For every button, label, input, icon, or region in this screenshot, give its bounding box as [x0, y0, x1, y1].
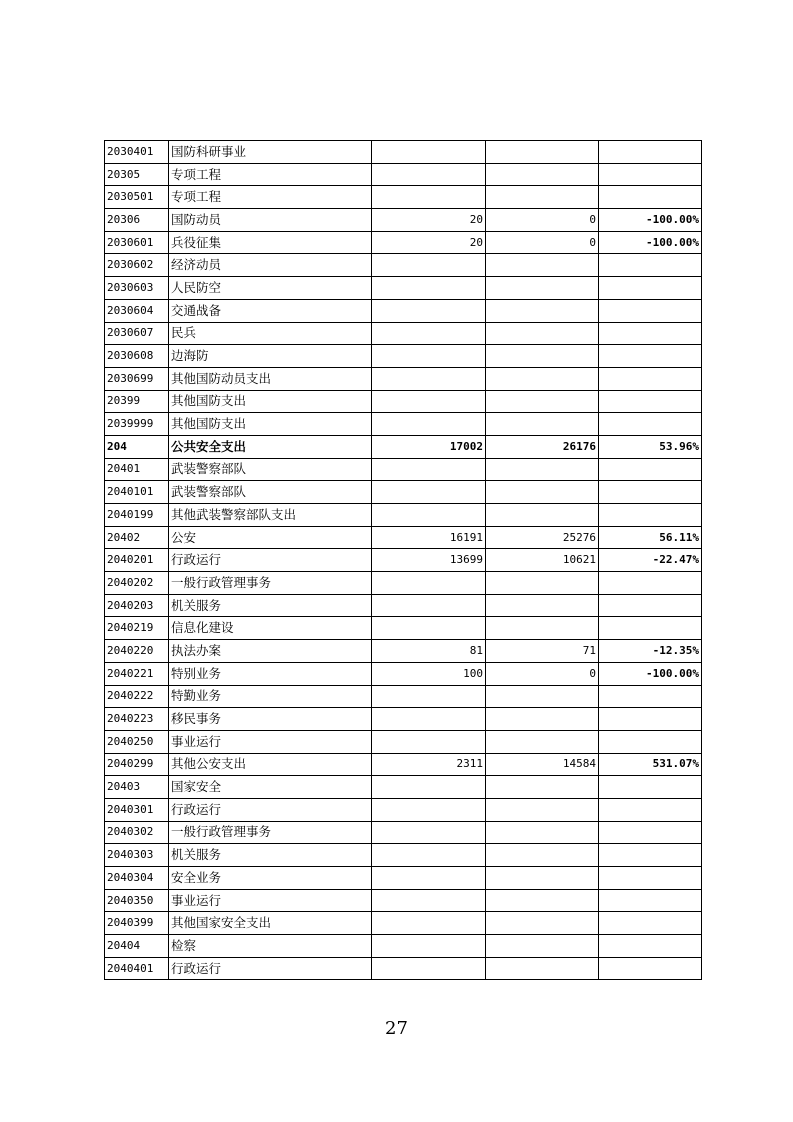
row-code: 2040220 [105, 640, 169, 663]
row-name: 信息化建设 [169, 617, 372, 640]
row-value-2 [486, 594, 599, 617]
row-code: 20404 [105, 935, 169, 958]
row-value-1 [372, 277, 486, 300]
row-code: 2030607 [105, 322, 169, 345]
row-value-2: 0 [486, 662, 599, 685]
row-value-2 [486, 798, 599, 821]
row-value-2 [486, 957, 599, 980]
row-value-2 [486, 367, 599, 390]
row-value-2: 14584 [486, 753, 599, 776]
row-change-percent [599, 163, 702, 186]
row-name: 机关服务 [169, 594, 372, 617]
table-row [105, 867, 702, 890]
table-row [105, 163, 702, 186]
row-name: 其他公安支出 [169, 753, 372, 776]
row-value-1 [372, 867, 486, 890]
row-change-percent [599, 413, 702, 436]
row-change-percent: -100.00% [599, 662, 702, 685]
row-value-2: 0 [486, 209, 599, 232]
row-name: 公安 [169, 526, 372, 549]
row-change-percent [599, 957, 702, 980]
row-code: 2040199 [105, 504, 169, 527]
row-name: 事业运行 [169, 889, 372, 912]
row-value-2 [486, 889, 599, 912]
row-value-2: 26176 [486, 435, 599, 458]
table-row [105, 889, 702, 912]
row-change-percent [599, 889, 702, 912]
table-row [105, 708, 702, 731]
row-change-percent [599, 617, 702, 640]
table-row [105, 549, 702, 572]
row-value-1: 81 [372, 640, 486, 663]
row-change-percent [599, 935, 702, 958]
row-change-percent [599, 798, 702, 821]
budget-table-body [105, 141, 702, 980]
row-code: 2030604 [105, 299, 169, 322]
row-value-1 [372, 299, 486, 322]
row-code: 204 [105, 435, 169, 458]
row-value-1 [372, 730, 486, 753]
row-value-1 [372, 821, 486, 844]
row-value-1 [372, 163, 486, 186]
row-change-percent: -100.00% [599, 209, 702, 232]
row-change-percent [599, 277, 702, 300]
row-name: 其他国家安全支出 [169, 912, 372, 935]
row-name: 经济动员 [169, 254, 372, 277]
table-row [105, 617, 702, 640]
row-name: 其他武装警察部队支出 [169, 504, 372, 527]
row-change-percent [599, 776, 702, 799]
row-value-2: 25276 [486, 526, 599, 549]
row-change-percent [599, 254, 702, 277]
row-value-2 [486, 685, 599, 708]
row-name: 公共安全支出 [169, 435, 372, 458]
row-name: 移民事务 [169, 708, 372, 731]
row-value-2 [486, 345, 599, 368]
row-code: 20399 [105, 390, 169, 413]
row-code: 2040202 [105, 572, 169, 595]
table-row [105, 935, 702, 958]
row-code: 2030608 [105, 345, 169, 368]
table-row [105, 481, 702, 504]
row-change-percent: 56.11% [599, 526, 702, 549]
row-change-percent: -12.35% [599, 640, 702, 663]
row-code: 2040399 [105, 912, 169, 935]
row-code: 20306 [105, 209, 169, 232]
row-name: 特别业务 [169, 662, 372, 685]
row-change-percent [599, 458, 702, 481]
table-row [105, 413, 702, 436]
row-code: 2040350 [105, 889, 169, 912]
row-change-percent [599, 345, 702, 368]
row-name: 边海防 [169, 345, 372, 368]
row-change-percent [599, 844, 702, 867]
row-name: 安全业务 [169, 867, 372, 890]
row-value-2 [486, 844, 599, 867]
row-value-2 [486, 708, 599, 731]
row-value-1 [372, 345, 486, 368]
row-code: 2040301 [105, 798, 169, 821]
row-change-percent: -100.00% [599, 231, 702, 254]
row-name: 一般行政管理事务 [169, 821, 372, 844]
row-name: 专项工程 [169, 163, 372, 186]
row-value-2 [486, 277, 599, 300]
row-value-1: 16191 [372, 526, 486, 549]
table-row [105, 662, 702, 685]
table-row [105, 435, 702, 458]
row-code: 2040303 [105, 844, 169, 867]
row-value-2 [486, 413, 599, 436]
row-value-1: 20 [372, 231, 486, 254]
row-value-1 [372, 572, 486, 595]
row-value-2 [486, 867, 599, 890]
row-value-1 [372, 617, 486, 640]
table-row [105, 209, 702, 232]
row-value-2 [486, 617, 599, 640]
row-value-2 [486, 935, 599, 958]
row-value-1: 17002 [372, 435, 486, 458]
row-value-2 [486, 504, 599, 527]
row-value-2: 0 [486, 231, 599, 254]
row-value-1 [372, 708, 486, 731]
row-name: 机关服务 [169, 844, 372, 867]
row-name: 行政运行 [169, 798, 372, 821]
row-name: 检察 [169, 935, 372, 958]
row-code: 2039999 [105, 413, 169, 436]
row-value-1 [372, 889, 486, 912]
table-row [105, 254, 702, 277]
row-code: 2040302 [105, 821, 169, 844]
row-change-percent [599, 912, 702, 935]
table-row [105, 957, 702, 980]
row-code: 2030501 [105, 186, 169, 209]
row-value-1 [372, 186, 486, 209]
row-change-percent [599, 299, 702, 322]
row-name: 其他国防支出 [169, 390, 372, 413]
row-change-percent [599, 821, 702, 844]
row-value-1 [372, 957, 486, 980]
row-code: 2030699 [105, 367, 169, 390]
table-row [105, 640, 702, 663]
row-value-1 [372, 912, 486, 935]
row-change-percent [599, 186, 702, 209]
row-value-2 [486, 186, 599, 209]
row-value-1 [372, 390, 486, 413]
row-value-2 [486, 730, 599, 753]
row-code: 2040250 [105, 730, 169, 753]
row-value-2 [486, 821, 599, 844]
row-change-percent [599, 730, 702, 753]
table-row [105, 798, 702, 821]
row-change-percent [599, 481, 702, 504]
row-value-2 [486, 254, 599, 277]
row-name: 交通战备 [169, 299, 372, 322]
row-name: 其他国防支出 [169, 413, 372, 436]
table-row [105, 141, 702, 164]
row-code: 2030601 [105, 231, 169, 254]
row-code: 2040219 [105, 617, 169, 640]
row-name: 行政运行 [169, 957, 372, 980]
table-row [105, 186, 702, 209]
row-code: 20305 [105, 163, 169, 186]
row-value-1: 20 [372, 209, 486, 232]
table-row [105, 345, 702, 368]
row-code: 20402 [105, 526, 169, 549]
row-value-1 [372, 844, 486, 867]
row-name: 一般行政管理事务 [169, 572, 372, 595]
row-value-1 [372, 504, 486, 527]
table-row [105, 458, 702, 481]
row-code: 2040223 [105, 708, 169, 731]
row-name: 国家安全 [169, 776, 372, 799]
row-name: 专项工程 [169, 186, 372, 209]
row-code: 2040304 [105, 867, 169, 890]
row-value-2 [486, 141, 599, 164]
row-change-percent [599, 141, 702, 164]
row-value-2 [486, 776, 599, 799]
budget-table [104, 140, 702, 980]
row-name: 其他国防动员支出 [169, 367, 372, 390]
row-change-percent: 531.07% [599, 753, 702, 776]
table-row [105, 504, 702, 527]
row-name: 人民防空 [169, 277, 372, 300]
row-code: 20401 [105, 458, 169, 481]
row-name: 武装警察部队 [169, 458, 372, 481]
row-code: 2040221 [105, 662, 169, 685]
row-change-percent: -22.47% [599, 549, 702, 572]
table-row [105, 844, 702, 867]
row-value-2: 10621 [486, 549, 599, 572]
row-value-1 [372, 776, 486, 799]
row-code: 2030401 [105, 141, 169, 164]
row-value-1: 2311 [372, 753, 486, 776]
row-value-1 [372, 458, 486, 481]
row-value-1 [372, 322, 486, 345]
row-value-1 [372, 141, 486, 164]
row-name: 民兵 [169, 322, 372, 345]
row-value-1 [372, 685, 486, 708]
row-name: 国防动员 [169, 209, 372, 232]
row-change-percent [599, 708, 702, 731]
row-code: 2030602 [105, 254, 169, 277]
row-name: 事业运行 [169, 730, 372, 753]
row-value-1 [372, 594, 486, 617]
row-change-percent [599, 504, 702, 527]
row-code: 2040201 [105, 549, 169, 572]
row-code: 2040299 [105, 753, 169, 776]
table-row [105, 776, 702, 799]
row-name: 执法办案 [169, 640, 372, 663]
row-code: 2040401 [105, 957, 169, 980]
row-code: 2040203 [105, 594, 169, 617]
row-name: 兵役征集 [169, 231, 372, 254]
row-code: 2040101 [105, 481, 169, 504]
row-name: 国防科研事业 [169, 141, 372, 164]
table-row [105, 912, 702, 935]
row-value-2 [486, 322, 599, 345]
table-row [105, 367, 702, 390]
row-value-1 [372, 798, 486, 821]
table-row [105, 231, 702, 254]
table-row [105, 322, 702, 345]
row-change-percent [599, 594, 702, 617]
row-change-percent [599, 572, 702, 595]
row-value-2 [486, 481, 599, 504]
row-value-1: 100 [372, 662, 486, 685]
row-value-1 [372, 481, 486, 504]
table-row [105, 730, 702, 753]
row-change-percent [599, 367, 702, 390]
table-row [105, 594, 702, 617]
row-code: 20403 [105, 776, 169, 799]
row-change-percent [599, 322, 702, 345]
row-value-1: 13699 [372, 549, 486, 572]
table-row [105, 753, 702, 776]
table-row [105, 526, 702, 549]
table-row [105, 685, 702, 708]
row-change-percent: 53.96% [599, 435, 702, 458]
row-change-percent [599, 390, 702, 413]
table-row [105, 299, 702, 322]
table-row [105, 277, 702, 300]
table-row [105, 572, 702, 595]
row-name: 特勤业务 [169, 685, 372, 708]
row-value-1 [372, 935, 486, 958]
row-value-2 [486, 458, 599, 481]
row-value-2: 71 [486, 640, 599, 663]
table-row [105, 390, 702, 413]
row-value-2 [486, 390, 599, 413]
row-value-1 [372, 367, 486, 390]
row-name: 武装警察部队 [169, 481, 372, 504]
page-number: 27 [385, 1018, 408, 1039]
table-row [105, 821, 702, 844]
row-code: 2030603 [105, 277, 169, 300]
row-change-percent [599, 867, 702, 890]
row-value-1 [372, 413, 486, 436]
row-change-percent [599, 685, 702, 708]
row-name: 行政运行 [169, 549, 372, 572]
row-value-2 [486, 299, 599, 322]
row-value-1 [372, 254, 486, 277]
row-value-2 [486, 163, 599, 186]
row-value-2 [486, 912, 599, 935]
row-value-2 [486, 572, 599, 595]
row-code: 2040222 [105, 685, 169, 708]
